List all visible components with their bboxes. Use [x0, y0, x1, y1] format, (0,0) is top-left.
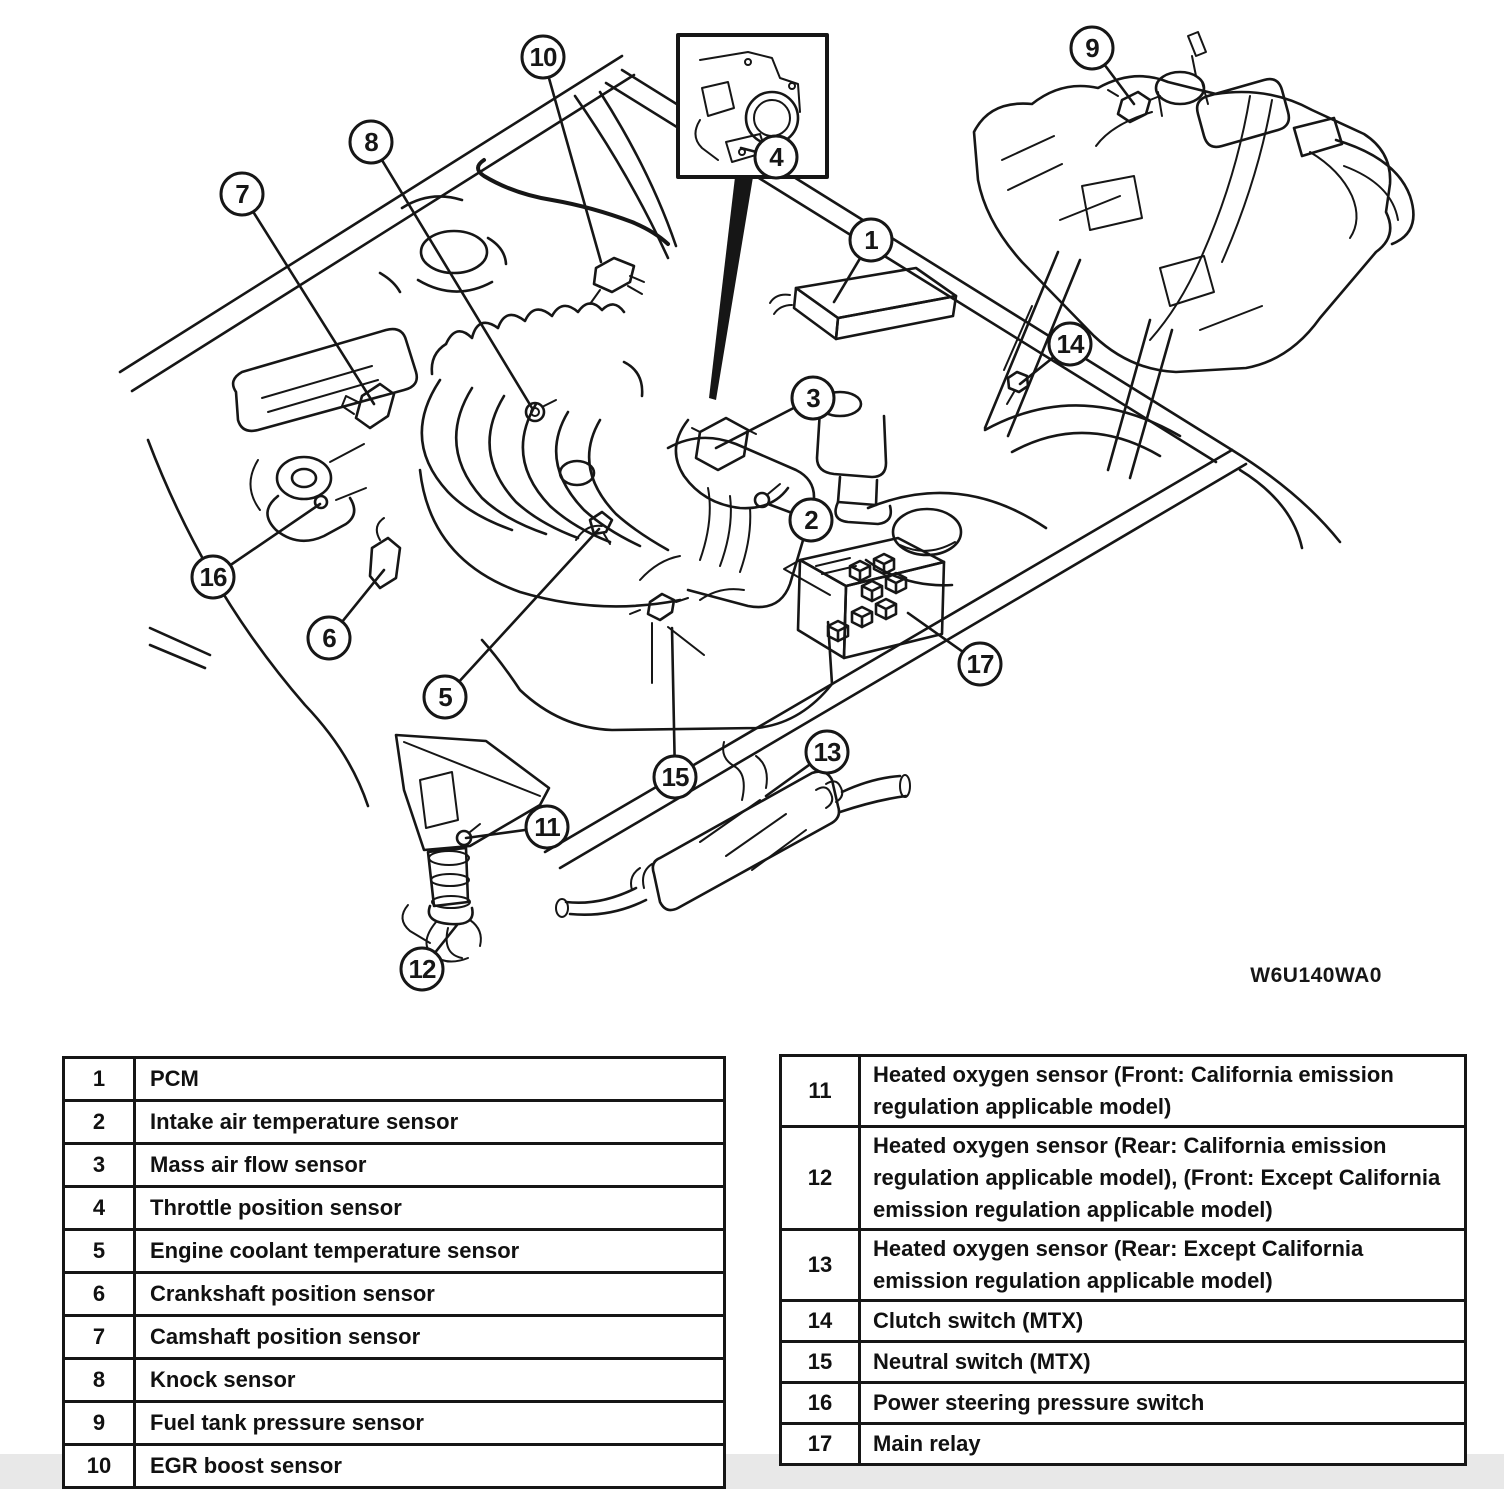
legend-item-number: 12	[781, 1127, 860, 1230]
cowl-apron-lines	[545, 70, 1340, 868]
callout-number: 4	[769, 142, 783, 172]
legend-item-label: Power steering pressure switch	[860, 1383, 1466, 1424]
legend-item-label: Heated oxygen sensor (Rear: California emission regulation applicable model), (Front: Except California emission regulation applicable model)	[860, 1127, 1466, 1230]
legend-row	[781, 1301, 1466, 1342]
exhaust-downpipe-art	[396, 735, 549, 962]
legend-row	[781, 1127, 1466, 1230]
legend-item-number: 13	[781, 1230, 860, 1301]
legend-item-number: 2	[64, 1101, 135, 1144]
callout-number: 5	[438, 682, 452, 712]
legend-row	[64, 1187, 725, 1230]
legend-item-number: 16	[781, 1383, 860, 1424]
legend-item-number: 3	[64, 1144, 135, 1187]
legend-item-label: Heated oxygen sensor (Front: California emission regulation applicable model)	[860, 1056, 1466, 1127]
callout-17	[908, 613, 1001, 685]
callout-layer	[192, 27, 1134, 990]
callout-number: 1	[864, 225, 878, 255]
callout-number: 15	[661, 762, 689, 792]
legend-item-label: Heated oxygen sensor (Rear: Except California emission regulation applicable model)	[860, 1230, 1466, 1301]
legend-row	[64, 1402, 725, 1445]
legend-row	[64, 1316, 725, 1359]
callout-number: 8	[364, 127, 378, 157]
neutral-switch-art	[630, 594, 688, 620]
callout-number: 2	[804, 505, 818, 535]
callout-number: 11	[534, 812, 560, 842]
legend-row	[781, 1342, 1466, 1383]
figure-code: W6U140WA0	[1250, 964, 1382, 987]
legend-item-number: 1	[64, 1058, 135, 1101]
legend-item-label: Clutch switch (MTX)	[860, 1301, 1466, 1342]
callout-number: 13	[813, 737, 841, 767]
callout-number: 17	[966, 649, 994, 679]
legend-item-label: EGR boost sensor	[135, 1445, 725, 1488]
legend-item-label: PCM	[135, 1058, 725, 1101]
fuel-tank-art	[974, 32, 1413, 372]
callout-10	[522, 36, 601, 262]
pcm-art	[770, 268, 956, 339]
clutch-switch-art	[1007, 372, 1028, 404]
legend-item-label: Throttle position sensor	[135, 1187, 725, 1230]
legend-item-label: Mass air flow sensor	[135, 1144, 725, 1187]
legend-item-label: Camshaft position sensor	[135, 1316, 725, 1359]
callout-number: 16	[199, 562, 227, 592]
throttle-body-inset	[678, 35, 827, 400]
engine-block-art	[482, 556, 832, 730]
callout-5	[424, 529, 599, 718]
legend-row	[64, 1445, 725, 1488]
legend-item-number: 11	[781, 1056, 860, 1127]
legend-row	[781, 1424, 1466, 1465]
legend-item-number: 17	[781, 1424, 860, 1465]
callout-6	[308, 570, 384, 659]
legend-item-label: Crankshaft position sensor	[135, 1273, 725, 1316]
catalytic-converter-art	[556, 742, 910, 917]
legend-table-items-1-10	[62, 1056, 726, 1489]
callout-number: 6	[322, 623, 336, 653]
inset-pointer-wedge	[709, 177, 753, 400]
callout-8	[350, 121, 532, 408]
legend-item-label: Neutral switch (MTX)	[860, 1342, 1466, 1383]
legend-item-label: Intake air temperature sensor	[135, 1101, 725, 1144]
legend-item-label: Engine coolant temperature sensor	[135, 1230, 725, 1273]
legend-item-number: 7	[64, 1316, 135, 1359]
legend-item-number: 15	[781, 1342, 860, 1383]
hood-edge-lines	[120, 56, 634, 806]
legend-item-number: 5	[64, 1230, 135, 1273]
legend-item-label: Knock sensor	[135, 1359, 725, 1402]
callout-7	[221, 173, 374, 404]
callout-number: 7	[235, 179, 249, 209]
left-strut-tower-art	[380, 196, 506, 292]
callout-9	[1071, 27, 1134, 104]
legend-item-number: 14	[781, 1301, 860, 1342]
legend-item-number: 6	[64, 1273, 135, 1316]
legend-item-label: Main relay	[860, 1424, 1466, 1465]
legend-row	[64, 1101, 725, 1144]
intake-manifold-art	[420, 303, 680, 606]
legend-item-number: 4	[64, 1187, 135, 1230]
callout-number: 9	[1085, 33, 1099, 63]
callout-number: 14	[1056, 329, 1084, 359]
egr-boost-sensor-art	[590, 258, 644, 304]
fuse-box-art	[784, 538, 944, 658]
legend-item-number: 8	[64, 1359, 135, 1402]
legend-row	[781, 1230, 1466, 1301]
legend-row	[781, 1056, 1466, 1127]
callout-number: 10	[529, 42, 557, 72]
callout-number: 3	[806, 383, 820, 413]
maf-sensor-art	[676, 418, 788, 508]
legend-row	[64, 1230, 725, 1273]
callout-11	[466, 806, 568, 848]
callout-leader-line	[445, 529, 599, 697]
legend-row	[64, 1058, 725, 1101]
legend-row	[64, 1144, 725, 1187]
callout-number: 12	[408, 954, 436, 984]
callout-14	[1020, 323, 1091, 384]
callout-leader-line	[371, 142, 532, 408]
crank-sensor-art	[370, 518, 400, 588]
ps-pump-art	[250, 444, 366, 541]
legend-item-number: 9	[64, 1402, 135, 1445]
legend-item-number: 10	[64, 1445, 135, 1488]
legend-row	[781, 1383, 1466, 1424]
legend-table-items-11-17	[779, 1054, 1467, 1466]
legend-item-label: Fuel tank pressure sensor	[135, 1402, 725, 1445]
legend-row	[64, 1273, 725, 1316]
legend-row	[64, 1359, 725, 1402]
callout-3	[716, 377, 834, 448]
callout-16	[192, 504, 320, 598]
callout-15	[654, 628, 696, 798]
callout-2	[768, 499, 832, 541]
